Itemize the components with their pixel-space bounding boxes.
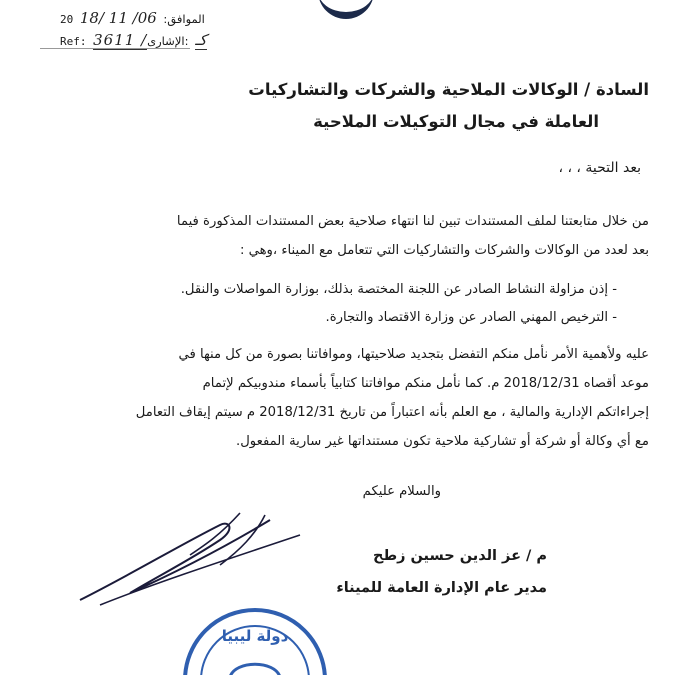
paragraph2-line4: مع أي وكالة أو شركة أو تشاركية ملاحية تكون مستنداتها غير سارية المفعول. (236, 434, 649, 449)
addressee-line2: العاملة في مجال التوكيلات الملاحية (313, 112, 599, 131)
date-handwritten: 18/ 11 /06 (79, 9, 157, 27)
paragraph2-line1: عليه ولأهمية الأمر نأمل منكم التفضل بتجديد صلاحيتها، وموافاتنا بصورة من كل منها في (178, 347, 649, 362)
paragraph1-line1: من خلال متابعتنا لملف المستندات تبين لنا انتهاء صلاحية بعض المستندات المذكورة فيما (176, 214, 649, 229)
date-label: :الموافق (163, 12, 205, 26)
greeting: بعد التحية ، ، ، (558, 160, 641, 176)
reference-line (60, 31, 207, 49)
bullet-activity-permit: - إذن مزاولة النشاط الصادر عن اللجنة المختصة بذلك، بوزارة المواصلات والنقل. (181, 282, 617, 297)
official-stamp (180, 605, 330, 675)
ref-prefix: Ref: (60, 35, 87, 48)
header-divider (40, 48, 190, 49)
stamp-text: دولة ليبيا (221, 627, 289, 645)
closing-salutation: والسلام عليكم (362, 484, 441, 499)
date-year-prefix: 20 (60, 13, 74, 26)
handwritten-signature (70, 505, 330, 615)
signatory-title: مدير عام الإدارة العامة للميناء (336, 580, 547, 596)
bullet-professional-license: - الترخيص المهني الصادر عن وزارة الاقتصاد والتجارة. (326, 310, 617, 325)
paragraph2-line2: موعد أقصاه 2018/12/31 م. كما نأمل منكم موافاتنا كتابياً بأسماء مندوبيكم لإتمام (202, 376, 649, 391)
ref-label: :الإشارى (147, 34, 189, 48)
signatory-name: م / عز الدين حسين زطح (373, 548, 547, 564)
paragraph1-line2: بعد لعدد من الوكالات والشركات والتشاركيات التي تتعامل مع الميناء ،وهي : (239, 243, 649, 258)
letterhead-logo (318, 0, 374, 19)
date-line (60, 9, 205, 27)
ref-handwritten: 3611 /كـ (93, 31, 207, 49)
paragraph2-line3: إجراءاتكم الإدارية والمالية ، مع العلم بأنه اعتباراً من تاريخ 2018/12/31 م سيتم إيقاف التعامل (135, 405, 649, 420)
addressee-line1: السادة / الوكالات الملاحية والشركات والتشاركيات (248, 80, 649, 99)
